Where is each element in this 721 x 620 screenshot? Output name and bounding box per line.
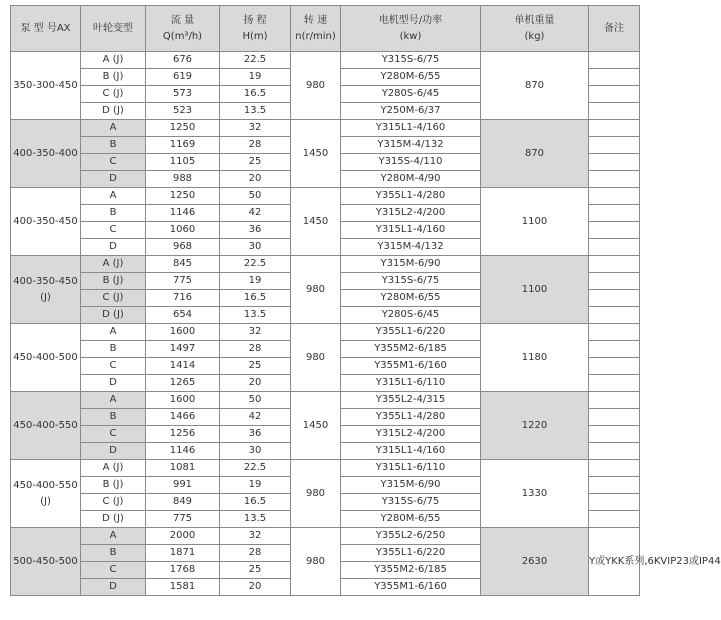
head-cell: 36 — [220, 222, 291, 239]
impeller-cell: B — [81, 409, 146, 426]
note-cell — [589, 460, 640, 477]
impeller-cell: A — [81, 528, 146, 545]
model-name: 450-400-500 — [13, 351, 78, 363]
speed-cell: 1450 — [291, 392, 341, 460]
head-cell: 25 — [220, 154, 291, 171]
head-cell: 19 — [220, 273, 291, 290]
motor-cell: Y315S-6/75 — [341, 494, 481, 511]
impeller-cell: C — [81, 154, 146, 171]
flow-cell: 1871 — [146, 545, 220, 562]
flow-cell: 775 — [146, 273, 220, 290]
impeller-cell: C — [81, 222, 146, 239]
motor-cell: Y355M2-6/185 — [341, 562, 481, 579]
table-row — [11, 188, 640, 205]
flow-cell: 619 — [146, 69, 220, 86]
head-cell: 32 — [220, 120, 291, 137]
head-cell: 32 — [220, 528, 291, 545]
model-name: 400-350-450 — [13, 275, 78, 287]
head-cell: 30 — [220, 239, 291, 256]
impeller-cell: B — [81, 341, 146, 358]
speed-cell: 980 — [291, 528, 341, 596]
flow-cell: 523 — [146, 103, 220, 120]
model-cell — [11, 528, 81, 596]
head-cell: 16.5 — [220, 290, 291, 307]
header-model: 泵 型 号AX — [11, 6, 81, 52]
weight-cell: 1100 — [481, 188, 589, 256]
impeller-cell: D — [81, 375, 146, 392]
motor-cell: Y355L1-6/220 — [341, 324, 481, 341]
head-cell: 16.5 — [220, 494, 291, 511]
note-cell — [589, 477, 640, 494]
flow-cell: 1414 — [146, 358, 220, 375]
flow-cell: 1060 — [146, 222, 220, 239]
motor-cell: Y355L2-4/315 — [341, 392, 481, 409]
flow-cell: 849 — [146, 494, 220, 511]
weight-cell: 1220 — [481, 392, 589, 460]
speed-cell: 980 — [291, 460, 341, 528]
motor-cell: Y315L2-4/200 — [341, 426, 481, 443]
note-cell — [589, 171, 640, 188]
flow-cell: 676 — [146, 52, 220, 69]
flow-cell: 716 — [146, 290, 220, 307]
motor-cell: Y280M-4/90 — [341, 171, 481, 188]
model-name: 450-400-550 — [13, 419, 78, 431]
note-cell — [589, 341, 640, 358]
flow-cell: 573 — [146, 86, 220, 103]
head-cell: 16.5 — [220, 86, 291, 103]
flow-cell: 845 — [146, 256, 220, 273]
model-cell — [11, 460, 81, 528]
flow-cell: 1250 — [146, 120, 220, 137]
motor-cell: Y315L1-4/160 — [341, 120, 481, 137]
weight-cell: 2630 — [481, 528, 589, 596]
head-cell: 25 — [220, 562, 291, 579]
model-cell — [11, 256, 81, 324]
flow-cell: 988 — [146, 171, 220, 188]
header-row — [11, 6, 640, 52]
flow-cell: 1250 — [146, 188, 220, 205]
note-cell — [589, 69, 640, 86]
head-cell: 50 — [220, 392, 291, 409]
table-row — [11, 120, 640, 137]
note-cell — [589, 239, 640, 256]
motor-cell: Y355M2-6/185 — [341, 341, 481, 358]
impeller-cell: B — [81, 205, 146, 222]
note-cell — [589, 358, 640, 375]
model-cell — [11, 52, 81, 120]
motor-cell: Y315M-6/90 — [341, 477, 481, 494]
flow-cell: 1146 — [146, 443, 220, 460]
head-cell: 22.5 — [220, 52, 291, 69]
table-body — [11, 52, 721, 596]
flow-cell: 1169 — [146, 137, 220, 154]
header-impeller: 叶轮变型 — [81, 6, 146, 52]
impeller-cell: B (J) — [81, 273, 146, 290]
motor-cell: Y280M-6/55 — [341, 290, 481, 307]
motor-cell: Y280S-6/45 — [341, 307, 481, 324]
motor-cell: Y315L1-6/110 — [341, 460, 481, 477]
motor-cell: Y355M1-6/160 — [341, 579, 481, 596]
header-weight: 单机重量 (kg) — [481, 6, 589, 52]
head-cell: 50 — [220, 188, 291, 205]
flow-cell: 1256 — [146, 426, 220, 443]
flow-cell: 1600 — [146, 324, 220, 341]
motor-cell: Y315L1-4/160 — [341, 443, 481, 460]
motor-cell: Y280S-6/45 — [341, 86, 481, 103]
note-cell — [589, 307, 640, 324]
head-cell: 30 — [220, 443, 291, 460]
flow-cell: 1105 — [146, 154, 220, 171]
motor-cell: Y355L1-6/220 — [341, 545, 481, 562]
impeller-cell: B — [81, 545, 146, 562]
motor-cell: Y315L2-4/200 — [341, 205, 481, 222]
head-cell: 19 — [220, 69, 291, 86]
head-cell: 20 — [220, 375, 291, 392]
note-cell — [589, 222, 640, 239]
note-cell — [589, 426, 640, 443]
flow-cell: 1768 — [146, 562, 220, 579]
flow-cell: 1265 — [146, 375, 220, 392]
model-name: 400-350-450 — [13, 215, 78, 227]
model-name: 400-350-400 — [13, 147, 78, 159]
flow-cell: 1600 — [146, 392, 220, 409]
header-flow: 流 量 Q(m³/h) — [146, 6, 220, 52]
model-cell — [11, 392, 81, 460]
note-cell — [589, 324, 640, 341]
speed-cell: 980 — [291, 52, 341, 120]
speed-cell: 1450 — [291, 120, 341, 188]
motor-cell: Y315S-4/110 — [341, 154, 481, 171]
table-row — [11, 460, 640, 477]
impeller-cell: A (J) — [81, 52, 146, 69]
weight-cell: 1330 — [481, 460, 589, 528]
head-cell: 42 — [220, 205, 291, 222]
impeller-cell: C — [81, 358, 146, 375]
head-cell: 20 — [220, 171, 291, 188]
head-cell: 28 — [220, 137, 291, 154]
note-cell — [589, 290, 640, 307]
model-name: 500-450-500 — [13, 555, 78, 567]
head-cell: 13.5 — [220, 307, 291, 324]
note-cell: Y或YKK系列,6KVIP23或IP44 — [589, 528, 640, 596]
impeller-cell: A (J) — [81, 256, 146, 273]
weight-cell: 870 — [481, 120, 589, 188]
impeller-cell: C (J) — [81, 290, 146, 307]
note-cell — [589, 103, 640, 120]
note-cell — [589, 443, 640, 460]
speed-cell: 1450 — [291, 188, 341, 256]
impeller-cell: A — [81, 120, 146, 137]
model-name: 450-400-550 — [13, 479, 78, 491]
impeller-cell: D (J) — [81, 511, 146, 528]
table-row — [11, 256, 640, 273]
head-cell: 19 — [220, 477, 291, 494]
note-cell — [589, 86, 640, 103]
model-suffix: (J) — [40, 291, 51, 303]
table-row — [11, 324, 640, 341]
note-cell — [589, 392, 640, 409]
motor-cell: Y315L1-6/110 — [341, 375, 481, 392]
note-cell — [589, 154, 640, 171]
impeller-cell: B — [81, 137, 146, 154]
model-suffix: (J) — [40, 495, 51, 507]
speed-cell: 980 — [291, 324, 341, 392]
impeller-cell: B (J) — [81, 477, 146, 494]
impeller-cell: C — [81, 562, 146, 579]
impeller-cell: D — [81, 443, 146, 460]
note-cell — [589, 52, 640, 69]
impeller-cell: B (J) — [81, 69, 146, 86]
speed-cell: 980 — [291, 256, 341, 324]
flow-cell: 968 — [146, 239, 220, 256]
note-cell — [589, 494, 640, 511]
head-cell: 13.5 — [220, 511, 291, 528]
note-cell — [589, 273, 640, 290]
note-cell — [589, 205, 640, 222]
model-cell — [11, 188, 81, 256]
weight-cell: 1100 — [481, 256, 589, 324]
flow-cell: 991 — [146, 477, 220, 494]
motor-cell: Y315M-6/90 — [341, 256, 481, 273]
head-cell: 22.5 — [220, 460, 291, 477]
motor-cell: Y315M-4/132 — [341, 137, 481, 154]
impeller-cell: C (J) — [81, 494, 146, 511]
pump-spec-table — [10, 5, 721, 596]
motor-cell: Y250M-6/37 — [341, 103, 481, 120]
table-row — [11, 528, 640, 545]
table-row — [11, 392, 640, 409]
motor-cell: Y355L1-4/280 — [341, 188, 481, 205]
note-cell — [589, 256, 640, 273]
head-cell: 28 — [220, 545, 291, 562]
flow-cell: 1081 — [146, 460, 220, 477]
note-cell — [589, 375, 640, 392]
head-cell: 22.5 — [220, 256, 291, 273]
head-cell: 25 — [220, 358, 291, 375]
motor-cell: Y315S-6/75 — [341, 52, 481, 69]
flow-cell: 2000 — [146, 528, 220, 545]
flow-cell: 1497 — [146, 341, 220, 358]
weight-cell: 870 — [481, 52, 589, 120]
head-cell: 32 — [220, 324, 291, 341]
model-name: 350-300-450 — [13, 79, 78, 91]
impeller-cell: A — [81, 188, 146, 205]
note-cell — [589, 409, 640, 426]
header-head: 扬 程 H(m) — [220, 6, 291, 52]
flow-cell: 1581 — [146, 579, 220, 596]
impeller-cell: C (J) — [81, 86, 146, 103]
impeller-cell: D (J) — [81, 307, 146, 324]
motor-cell: Y355M1-6/160 — [341, 358, 481, 375]
header-note: 备注 — [589, 6, 640, 52]
motor-cell: Y315L1-4/160 — [341, 222, 481, 239]
motor-cell: Y280M-6/55 — [341, 511, 481, 528]
model-cell — [11, 324, 81, 392]
impeller-cell: D — [81, 579, 146, 596]
impeller-cell: D (J) — [81, 103, 146, 120]
motor-cell: Y355L2-6/250 — [341, 528, 481, 545]
motor-cell: Y315M-4/132 — [341, 239, 481, 256]
flow-cell: 1146 — [146, 205, 220, 222]
impeller-cell: A — [81, 392, 146, 409]
header-motor: 电机型号/功率 (kw) — [341, 6, 481, 52]
head-cell: 42 — [220, 409, 291, 426]
header-speed: 转 速 n(r/min) — [291, 6, 341, 52]
head-cell: 20 — [220, 579, 291, 596]
impeller-cell: D — [81, 239, 146, 256]
note-cell — [589, 188, 640, 205]
motor-cell: Y315S-6/75 — [341, 273, 481, 290]
impeller-cell: A — [81, 324, 146, 341]
head-cell: 13.5 — [220, 103, 291, 120]
impeller-cell: A (J) — [81, 460, 146, 477]
motor-cell: Y355L1-4/280 — [341, 409, 481, 426]
motor-cell: Y280M-6/55 — [341, 69, 481, 86]
head-cell: 36 — [220, 426, 291, 443]
note-cell — [589, 511, 640, 528]
note-cell — [589, 120, 640, 137]
impeller-cell: D — [81, 171, 146, 188]
head-cell: 28 — [220, 341, 291, 358]
model-cell — [11, 120, 81, 188]
flow-cell: 654 — [146, 307, 220, 324]
table-row — [11, 52, 640, 69]
weight-cell: 1180 — [481, 324, 589, 392]
flow-cell: 775 — [146, 511, 220, 528]
note-cell — [589, 137, 640, 154]
impeller-cell: C — [81, 426, 146, 443]
flow-cell: 1466 — [146, 409, 220, 426]
